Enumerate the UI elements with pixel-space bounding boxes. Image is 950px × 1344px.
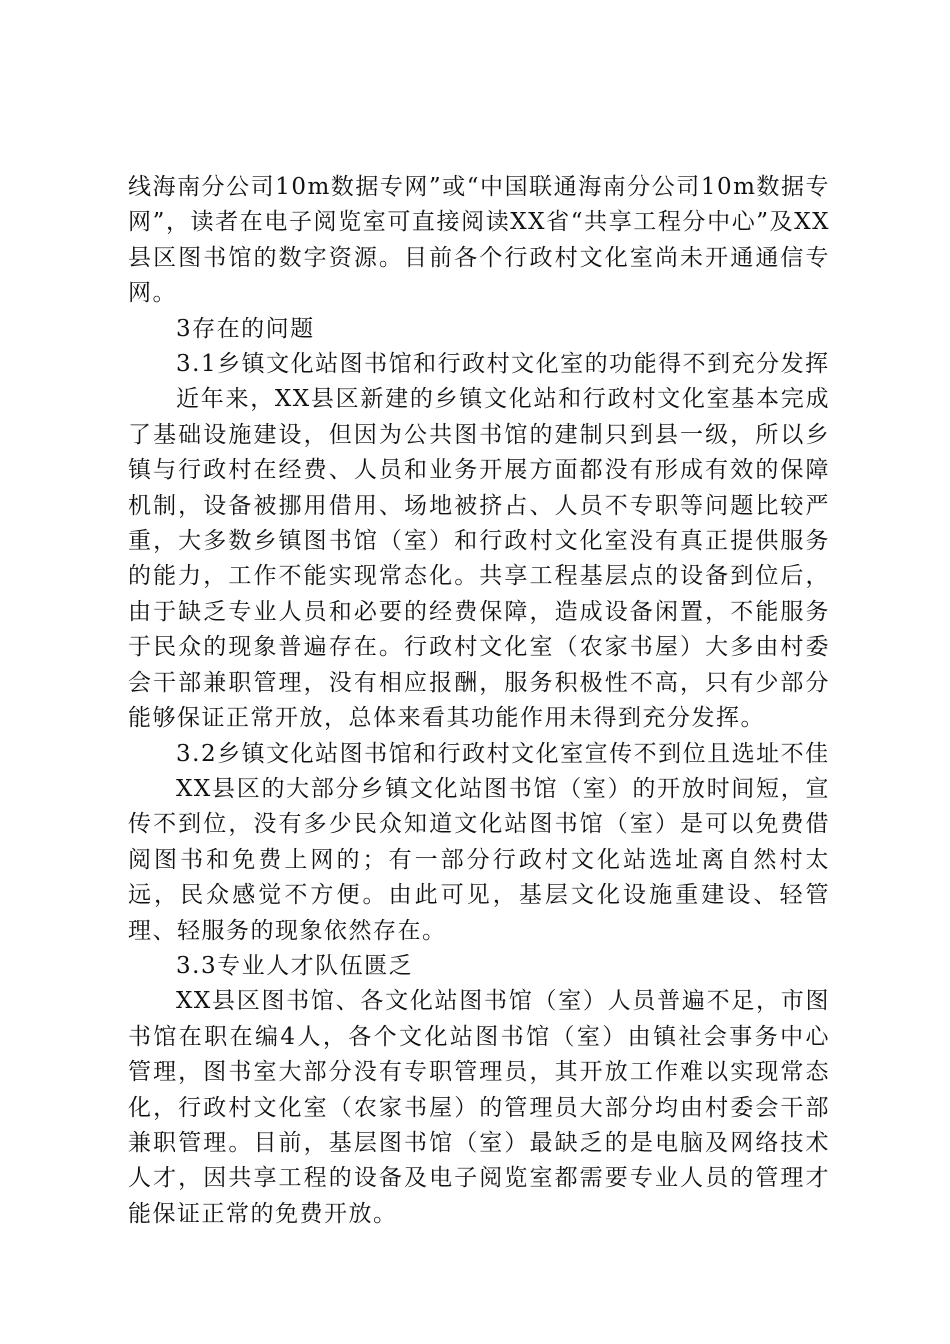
paragraph-continuation: 线海南分公司10m数据专网”或“中国联通海南分公司10m数据专网”，读者在电子阅览室可直接阅读XX省“共享工程分中心”及XX县区图书馆的数字资源。目前各个行政村文化室尚未开通通信专网。 (128, 174, 830, 307)
section-heading-3-2: 3.2乡镇文化站图书馆和行政村文化室宣传不到位且选址不佳 (176, 740, 830, 767)
document-body (128, 170, 830, 1232)
paragraph-3-1-body: 近年来，XX县区新建的乡镇文化站和行政村文化室基本完成了基础设施建设，但因为公共图书馆的建制只到县一级，所以乡镇与行政村在经费、人员和业务开展方面都没有形成有效的保障机制，设备被挪用借用、场地被挤占、人员不专职等问题比较严重，大多数乡镇图书馆（室）和行政村文化室没有真正提供服务的能力，工作不能实现常态化。共享工程基层点的设备到位后，由于缺乏专业人员和必要的经费保障，造成设备闲置，不能服务于民众的现象普遍存在。行政村文化室（农家书屋）大多由村委会干部兼职管理，没有相应报酬，服务积极性不高，只有少部分能够保证正常开放，总体来看其功能作用未得到充分发挥。 (128, 386, 830, 732)
section-heading-3-1: 3.1乡镇文化站图书馆和行政村文化室的功能得不到充分发挥 (176, 351, 830, 378)
section-heading-3-3: 3.3专业人才队伍匮乏 (176, 952, 414, 979)
section-heading-3: 3存在的问题 (176, 315, 315, 342)
paragraph-3-2-body: XX县区的大部分乡镇文化站图书馆（室）的开放时间短，宣传不到位，没有多少民众知道文化站图书馆（室）是可以免费借阅图书和免费上网的；有一部分行政村文化站选址离自然村太远，民众感觉不方便。由此可见，基层文化设施重建设、轻管理、轻服务的现象依然存在。 (128, 775, 830, 944)
paragraph-3-3-body: XX县区图书馆、各文化站图书馆（室）人员普遍不足，市图书馆在职在编4人，各个文化站图书馆（室）由镇社会事务中心管理，图书室大部分没有专职管理员，其开放工作难以实现常态化，行政村文化室（农家书屋）的管理员大部分均由村委会干部兼职管理。目前，基层图书馆（室）最缺乏的是电脑及网络技术人才，因共享工程的设备及电子阅览室都需要专业人员的管理才能保证正常的免费开放。 (128, 988, 830, 1227)
